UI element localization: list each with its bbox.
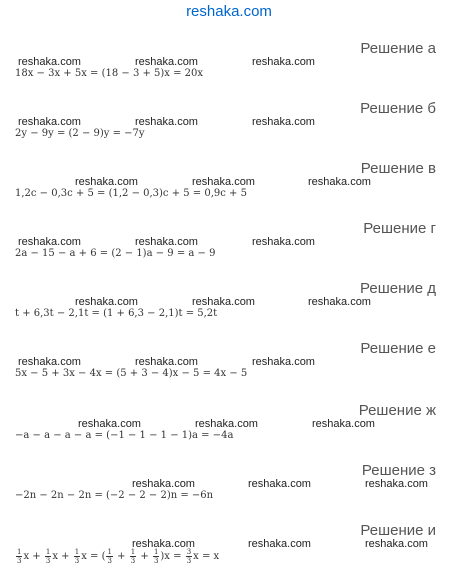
fraction: $\frac{3}{3}$ [186, 548, 192, 565]
watermark: reshaka.com [308, 176, 371, 188]
solution-equation: 2a − 15 − a + 6 = (2 − 1)a − 9 = a − 9 [15, 248, 216, 259]
watermark: reshaka.com [252, 236, 315, 248]
fraction: $\frac{1}{3}$ [130, 548, 136, 565]
solution-heading: Решение а [360, 40, 436, 57]
solution-equation: 5x − 5 + 3x − 4x = (5 + 3 − 4)x − 5 = 4x − 5 [15, 368, 248, 379]
solution-g [0, 220, 458, 278]
fraction: $\frac{1}{3}$ [17, 548, 22, 565]
watermark: reshaka.com [18, 56, 81, 68]
solution-zh [0, 402, 458, 460]
solution-heading: Решение е [360, 340, 436, 357]
solution-b [0, 100, 458, 158]
watermark: reshaka.com [18, 236, 81, 248]
watermark: reshaka.com [252, 116, 315, 128]
solution-heading: Решение г [363, 220, 436, 237]
watermark: reshaka.com [18, 116, 81, 128]
solution-heading: Решение д [360, 280, 436, 297]
watermark: reshaka.com [135, 236, 198, 248]
watermark: reshaka.com [365, 538, 428, 550]
watermark: reshaka.com [365, 478, 428, 490]
solution-i [0, 522, 458, 580]
solution-equation: 18x − 3x + 5x = (18 − 3 + 5)x = 20x [15, 68, 204, 79]
watermark: reshaka.com [18, 356, 81, 368]
watermark: reshaka.com [312, 418, 375, 430]
fraction: $\frac{1}{3}$ [107, 548, 112, 565]
watermark: reshaka.com [135, 116, 198, 128]
fraction: $\frac{1}{3}$ [45, 548, 51, 565]
watermark: reshaka.com [308, 296, 371, 308]
watermark: reshaka.com [192, 296, 255, 308]
solution-e [0, 340, 458, 398]
watermark: reshaka.com [75, 296, 138, 308]
solution-equation: −a − a − a − a = (−1 − 1 − 1 − 1)a = −4a [15, 430, 234, 441]
solution-heading: Решение в [360, 160, 436, 177]
watermark: reshaka.com [195, 418, 258, 430]
watermark: reshaka.com [135, 356, 198, 368]
solution-z [0, 462, 458, 520]
fraction: $\frac{1}{3}$ [74, 548, 80, 565]
watermark: reshaka.com [132, 538, 195, 550]
solution-heading: Решение и [360, 522, 436, 539]
watermark: reshaka.com [252, 56, 315, 68]
solution-d [0, 280, 458, 338]
solution-heading: Решение з [361, 462, 436, 479]
solution-equation: t + 6,3t − 2,1t = (1 + 6,3 − 2,1)t = 5,2t [15, 308, 218, 319]
solution-heading: Решение ж [358, 402, 436, 419]
fraction: $\frac{1}{3}$ [153, 548, 159, 565]
watermark: reshaka.com [192, 176, 255, 188]
solution-equation: 2y − 9y = (2 − 9)y = −7y [15, 128, 145, 139]
watermark: reshaka.com [135, 56, 198, 68]
watermark: reshaka.com [78, 418, 141, 430]
watermark: reshaka.com [252, 356, 315, 368]
watermark: reshaka.com [75, 176, 138, 188]
solution-equation: −2n − 2n − 2n = (−2 − 2 − 2)n = −6n [15, 490, 214, 501]
watermark: reshaka.com [248, 538, 311, 550]
site-title[interactable]: reshaka.com [186, 3, 272, 20]
solution-equation: $\frac{1}{3}$ x + $\frac{1}{3}$ x + $\frac{1}{3}$ x = ( $\frac{1}{3}$ + $\frac{1}{3}$ + $\frac{1}{3}$ )x = $\frac{3}{3}$ x = x [17, 548, 220, 565]
solution-v [0, 160, 458, 218]
solution-a [0, 40, 458, 98]
solution-heading: Решение б [360, 100, 436, 117]
solution-equation: 1,2c − 0,3c + 5 = (1,2 − 0,3)c + 5 = 0,9c + 5 [15, 188, 247, 199]
watermark: reshaka.com [248, 478, 311, 490]
watermark: reshaka.com [132, 478, 195, 490]
